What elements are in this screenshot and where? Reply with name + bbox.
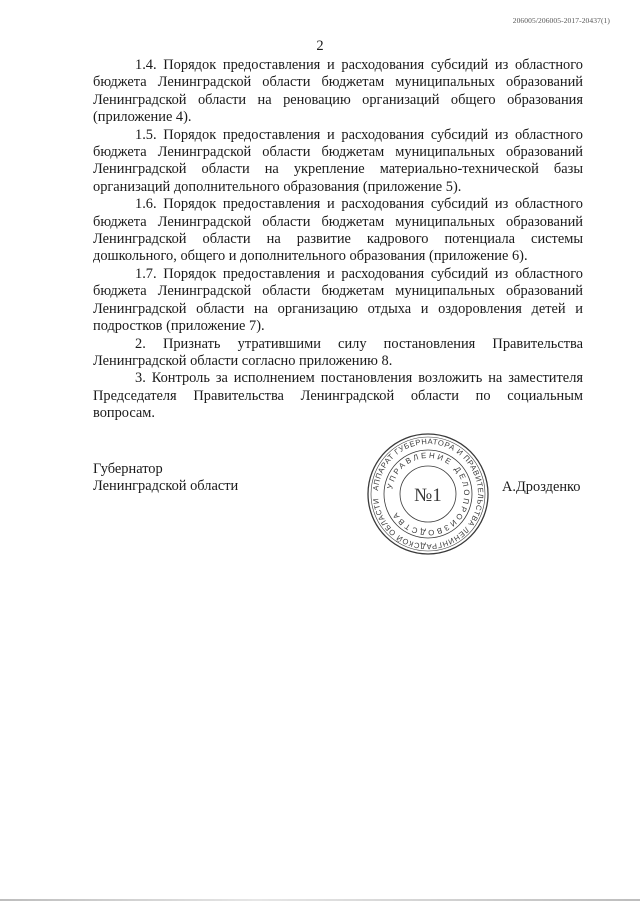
- document-code: 206005/206005-2017-20437(1): [512, 16, 610, 25]
- signatory-title-line1: Губернатор: [93, 461, 163, 477]
- signatory-title-line2: Ленинградской области: [93, 478, 239, 495]
- signatory-name: А.Дрозденко: [502, 479, 581, 495]
- signature-block: [93, 461, 583, 561]
- seal-number: №1: [414, 485, 442, 506]
- seal-inner-text: УПРАВЛЕНИЕ ДЕЛОПРОИЗВОДСТВА: [385, 450, 472, 538]
- paragraph-1-4: 1.4. Порядок предоставления и расходования субсидий из областного бюджета Ленинградской области бюджетам муниципальных образований Ленинградской области на реновацию организаций общего образования (приложение 4).: [93, 57, 583, 126]
- seal-outer-text: АППАРАТ ГУБЕРНАТОРА И ПРАВИТЕЛЬСТВА ЛЕНИНГРАДСКОЙ ОБЛАСТИ: [371, 436, 486, 552]
- paragraph-1-5: 1.5. Порядок предоставления и расходования субсидий из областного бюджета Ленинградской области бюджетам муниципальных образований Ленинградской области на укрепление материально-технической базы организаций дополнительного образования (приложение 5).: [93, 126, 583, 195]
- paragraph-2: 2. Признать утратившими силу постановления Правительства Ленинградской области согласно приложению 8.: [93, 335, 583, 369]
- document-body: [93, 57, 583, 423]
- paragraph-1-7: 1.7. Порядок предоставления и расходования субсидий из областного бюджета Ленинградской области бюджетам муниципальных образований Ленинградской области на организацию отдыха и оздоровления детей и подростков (приложение 7).: [93, 265, 583, 335]
- official-seal: [366, 432, 490, 556]
- scan-bottom-edge: [0, 899, 640, 901]
- signatory-title: [93, 461, 238, 496]
- paragraph-3: 3. Контроль за исполнением постановления возложить на заместителя Председателя Правительства Ленинградской области по социальным вопросам.: [93, 370, 583, 422]
- paragraph-1-6: 1.6. Порядок предоставления и расходования субсидий из областного бюджета Ленинградской области бюджетам муниципальных образований Ленинградской области на развитие кадрового потенциала системы дошкольного, общего и дополнительного образования (приложение 6).: [93, 196, 583, 265]
- page-number: 2: [316, 38, 324, 54]
